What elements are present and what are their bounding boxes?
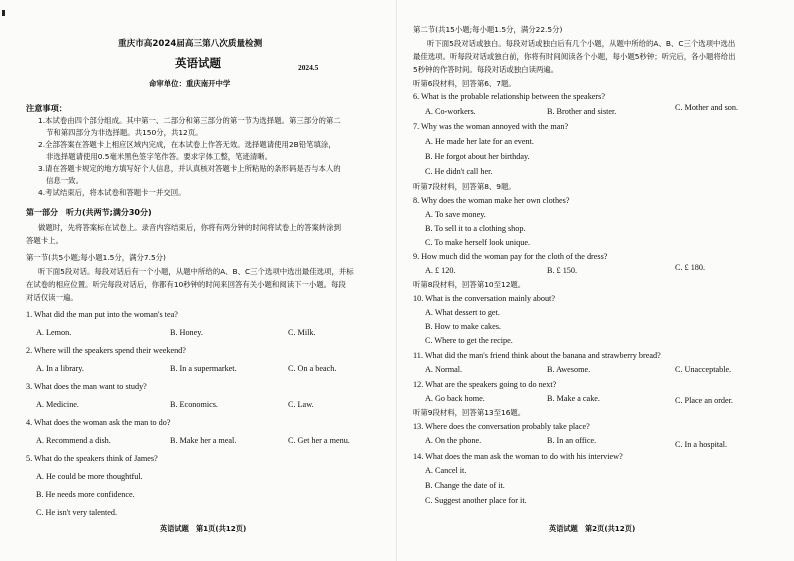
note-line: 2.全部答案在答题卡上相应区域内完成，在本试卷上作答无效。选择题请使用2B铅笔填涂， (38, 140, 336, 149)
q12-option-c[interactable]: C. Place an order. (675, 396, 733, 405)
listening-material-7: 听第7段材料，回答第8、9题。 (413, 182, 516, 191)
page-footer: 英语试题 第2页(共12页) (549, 524, 636, 533)
question-11: 11. What did the man's friend think about the banana and strawberry bread? (413, 351, 661, 360)
q3-option-c[interactable]: C. Law. (288, 400, 314, 409)
q13-option-a[interactable]: A. On the phone. (425, 436, 482, 445)
q13-option-c[interactable]: C. In a hospital. (675, 440, 728, 449)
q4-option-c[interactable]: C. Get her a menu. (288, 436, 350, 445)
question-6: 6. What is the probable relationship between the speakers? (413, 92, 605, 101)
section1-instruction: 在试卷的相应位置。听完每段对话后，你都有10秒钟的时间来回答有关小题和阅读下一小题。每段 (26, 280, 346, 289)
q12-option-a[interactable]: A. Go back home. (425, 394, 485, 403)
page-divider (396, 0, 397, 561)
q13-option-b[interactable]: B. In an office. (547, 436, 597, 445)
section2-instruction: 5秒钟的作答时间。每段对话或独白读两遍。 (413, 65, 559, 74)
question-7: 7. Why was the woman annoyed with the man? (413, 122, 569, 131)
q8-option-a[interactable]: A. To save money. (425, 210, 486, 219)
listening-material-8: 听第8段材料，回答第10至12题。 (413, 280, 526, 289)
q6-option-b[interactable]: B. Brother and sister. (547, 107, 617, 116)
note-line: 3.请在答题卡规定的地方填写好个人信息，并认真核对答题卡上所粘贴的条形码是否与本人的 (38, 164, 341, 173)
q10-option-c[interactable]: C. Where to get the recipe. (425, 336, 513, 345)
part1-instruction: 做题时，先将答案标在试卷上。录音内容结束后，你将有两分钟的时间将试卷上的答案转涂到 (38, 223, 342, 232)
question-14: 14. What does the man ask the woman to do with his interview? (413, 452, 623, 461)
q3-option-b[interactable]: B. Economics. (170, 400, 218, 409)
question-12: 12. What are the speakers going to do next? (413, 380, 557, 389)
subject-title: 英语试题 (175, 56, 221, 70)
listening-material-6: 听第6段材料，回答第6、7题。 (413, 79, 516, 88)
exam-date: 2024.5 (298, 63, 319, 72)
q9-option-a[interactable]: A. £ 120. (425, 266, 456, 275)
q5-option-b[interactable]: B. He needs more confidence. (36, 490, 135, 499)
q2-option-b[interactable]: B. In a supermarket. (170, 364, 237, 373)
listening-material-9: 听第9段材料，回答第13至16题。 (413, 408, 526, 417)
q10-option-b[interactable]: B. How to make cakes. (425, 322, 501, 331)
question-9: 9. How much did the woman pay for the cloth of the dress? (413, 252, 608, 261)
question-4: 4. What does the woman ask the man to do? (26, 418, 171, 427)
q1-option-c[interactable]: C. Milk. (288, 328, 316, 337)
question-8: 8. Why does the woman make her own clothes? (413, 196, 570, 205)
q5-option-a[interactable]: A. He could be more thoughtful. (36, 472, 143, 481)
q11-option-a[interactable]: A. Normal. (425, 365, 463, 374)
q4-option-a[interactable]: A. Recommend a dish. (36, 436, 111, 445)
q8-option-c[interactable]: C. To make herself look unique. (425, 238, 531, 247)
note-line: 1.本试卷由四个部分组成。其中第一、二部分和第三部分的第一节为选择题。第三部分的第二 (38, 116, 341, 125)
note-line: 4.考试结束后，将本试卷和答题卡一并交回。 (38, 188, 186, 197)
part1-instruction: 答题卡上。 (26, 236, 63, 245)
q9-option-c[interactable]: C. £ 180. (675, 263, 706, 272)
q7-option-a[interactable]: A. He made her late for an event. (425, 137, 534, 146)
issuer: 命审单位：重庆南开中学 (149, 79, 231, 88)
page-footer: 英语试题 第1页(共12页) (160, 524, 247, 533)
q14-option-b[interactable]: B. Change the date of it. (425, 481, 505, 490)
q5-option-c[interactable]: C. He isn't very talented. (36, 508, 118, 517)
note-line: 信息一致。 (46, 176, 83, 185)
q8-option-b[interactable]: B. To sell it to a clothing shop. (425, 224, 526, 233)
header-title: 重庆市高2024届高三第八次质量检测 (118, 39, 263, 49)
q6-option-a[interactable]: A. Co-workers. (425, 107, 476, 116)
section1-instruction: 对话仅读一遍。 (26, 293, 78, 302)
note-line: 节和第四部分为非选择题。共150分，共12页。 (46, 128, 203, 137)
question-3: 3. What does the man want to study? (26, 382, 147, 391)
part1-heading: 第一部分 听力(共两节;满分30分) (26, 208, 152, 217)
question-13: 13. Where does the conversation probably take place? (413, 422, 590, 431)
section2-instruction: 最佳选项。听每段对话或独白前，你将有时间阅读各个小题，每小题5秒钟；听完后，各小题将给出 (413, 52, 736, 61)
q7-option-c[interactable]: C. He didn't call her. (425, 167, 493, 176)
question-1: 1. What did the man put into the woman's tea? (26, 310, 178, 319)
section2-heading: 第二节(共15小题;每小题1.5分，满分22.5分) (413, 25, 563, 34)
question-10: 10. What is the conversation mainly about? (413, 294, 555, 303)
section2-instruction: 听下面5段对话或独白。每段对话或独白后有几个小题，从题中所给的A、B、C三个选项中选出 (427, 39, 736, 48)
q10-option-a[interactable]: A. What dessert to get. (425, 308, 500, 317)
q1-option-b[interactable]: B. Honey. (170, 328, 203, 337)
corner-mark (2, 10, 5, 16)
notes-heading: 注意事项： (26, 103, 67, 113)
q14-option-a[interactable]: A. Cancel it. (425, 466, 467, 475)
note-line: 非选择题请使用0.5毫米黑色签字笔作答。要求字体工整，笔迹清晰。 (46, 152, 273, 161)
question-5: 5. What do the speakers think of James? (26, 454, 158, 463)
section1-instruction: 听下面5段对话。每段对话后有一个小题，从题中所给的A、B、C三个选项中选出最佳选项，并标 (38, 267, 354, 276)
q6-option-c[interactable]: C. Mother and son. (675, 103, 738, 112)
q3-option-a[interactable]: A. Medicine. (36, 400, 79, 409)
section1-heading: 第一节(共5小题;每小题1.5分，满分7.5分) (26, 253, 166, 262)
q7-option-b[interactable]: B. He forgot about her birthday. (425, 152, 530, 161)
q12-option-b[interactable]: B. Make a cake. (547, 394, 600, 403)
q2-option-a[interactable]: A. In a library. (36, 364, 84, 373)
q11-option-c[interactable]: C. Unacceptable. (675, 365, 732, 374)
q2-option-c[interactable]: C. On a beach. (288, 364, 337, 373)
q9-option-b[interactable]: B. £ 150. (547, 266, 578, 275)
q14-option-c[interactable]: C. Suggest another place for it. (425, 496, 527, 505)
q11-option-b[interactable]: B. Awesome. (547, 365, 591, 374)
q4-option-b[interactable]: B. Make her a meal. (170, 436, 237, 445)
question-2: 2. Where will the speakers spend their weekend? (26, 346, 186, 355)
q1-option-a[interactable]: A. Lemon. (36, 328, 72, 337)
